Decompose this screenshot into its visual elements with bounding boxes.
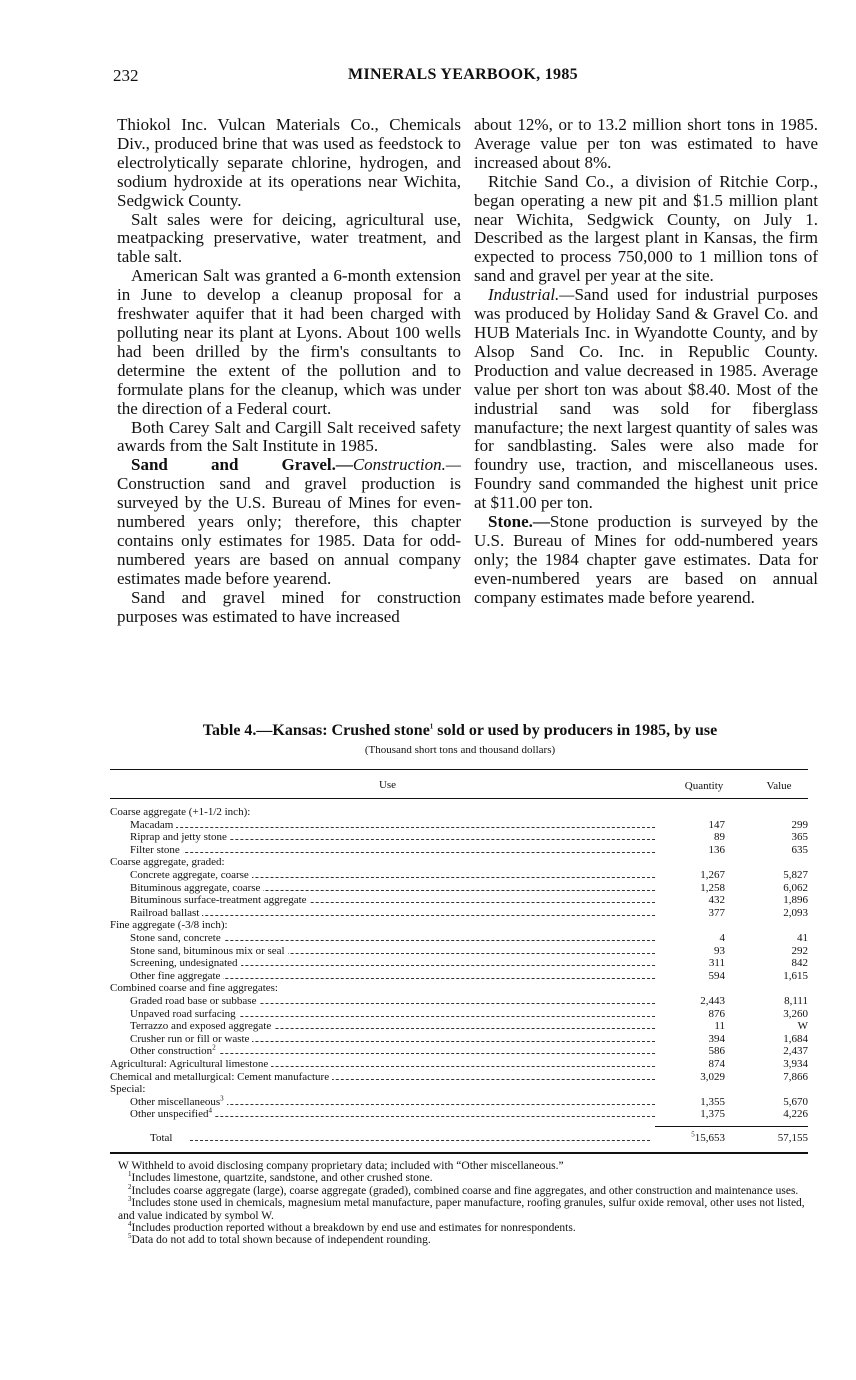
paragraph-ritchie: Ritchie Sand Co., a division of Ritchie Corp., began operating a new pit and $1.5 million plant near Wichita, Sedgwick County, on July 1. Described as the largest plant in Kansas, the firm expected to process 750,000 to 1 million tons of sand and gravel per year at the site. <box>474 171 818 286</box>
table-header-rule <box>110 798 808 799</box>
column-header-quantity: Quantity <box>684 780 724 792</box>
row-label: Concrete aggregate, coarse <box>130 869 252 881</box>
quantity-cell: 1,375 <box>700 1108 725 1121</box>
dot-leader <box>140 852 655 853</box>
table-bottom-rule <box>110 1152 808 1154</box>
table-row <box>110 907 808 919</box>
row-label: Other unspecified$^4$ <box>130 1108 215 1120</box>
column-header-value: Value <box>766 780 792 792</box>
table-subtitle: (Thousand short tons and thousand dollars) <box>364 744 556 756</box>
quantity-cell: 136 <box>708 843 725 856</box>
table-row <box>110 869 808 881</box>
table-row <box>110 970 808 982</box>
value-cell: 1,615 <box>783 969 808 982</box>
quantity-cell: 89 <box>714 831 725 844</box>
paragraph-safety-awards: Both Carey Salt and Cargill Salt received safety awards from the Salt Institute in 1985. <box>117 417 461 456</box>
table-top-rule <box>110 769 808 770</box>
table-row <box>110 819 808 831</box>
quantity-cell: 3,029 <box>700 1070 725 1083</box>
table-row <box>110 932 808 944</box>
value-cell: 1,896 <box>783 894 808 907</box>
quantity-cell: 594 <box>708 969 725 982</box>
paragraph-thiokol: Thiokol Inc. Vulcan Materials Co., Chemicals Div., produced brine that was used as feedstock to electrolytically separate chlorine, hydrogen, and sodium hydroxide at its operations near Wichita, Sedgwick County. <box>117 115 461 210</box>
table-row <box>110 1045 808 1057</box>
table-title: Table 4.—Kansas: Crushed stone$^1$ sold or used by producers in 1985, by use <box>202 722 718 739</box>
quantity-cell: 432 <box>708 894 725 907</box>
footnote-1: $^1$Includes limestone, quartzite, sandstone, and other crushed stone. <box>128 1170 433 1185</box>
row-label: Unpaved road surfacing <box>130 1008 239 1020</box>
row-label: Filter stone <box>130 844 183 856</box>
table-row <box>110 894 808 906</box>
crushed-stone-table <box>110 722 810 1144</box>
row-label: Macadam <box>130 819 176 831</box>
quantity-cell: 586 <box>708 1045 725 1058</box>
row-label: Bituminous aggregate, coarse <box>130 882 263 894</box>
footnote-4: $^4$Includes production reported without a breakdown by end use and estimates for nonrespondents. <box>128 1220 576 1235</box>
quantity-cell: 93 <box>714 944 725 957</box>
footnote-5: $^5$Data do not add to total shown because of independent rounding. <box>128 1232 431 1247</box>
table-row <box>110 945 808 957</box>
row-label: Fine aggregate (-3/8 inch): <box>110 919 231 931</box>
total-rule <box>655 1126 808 1127</box>
table-row <box>110 831 808 843</box>
value-cell: 635 <box>791 843 808 856</box>
table-row-total <box>110 1132 808 1144</box>
value-cell: 5,827 <box>783 869 808 881</box>
value-cell: 3,260 <box>783 1007 808 1020</box>
quantity-cell: 4 <box>719 932 725 944</box>
table-row <box>110 1071 808 1083</box>
quantity-cell: 1,355 <box>700 1095 725 1108</box>
quantity-cell: 874 <box>708 1058 725 1070</box>
value-cell: 7,866 <box>783 1070 808 1083</box>
row-label: Stone sand, concrete <box>130 932 224 944</box>
value-cell: W <box>797 1020 808 1033</box>
value-cell: 1,684 <box>783 1032 808 1045</box>
paragraph-construction-mined: Sand and gravel mined for construction purposes was estimated to have increased <box>117 587 461 626</box>
table-footnotes <box>118 1160 808 1247</box>
value-cell: 4,226 <box>783 1108 808 1121</box>
row-label: Agricultural: Agricultural limestone <box>110 1058 271 1070</box>
table-row <box>110 1083 808 1095</box>
quantity-cell: 311 <box>708 957 725 970</box>
paragraph-sand-and-gravel: Sand and Gravel.—Construction.—Construction sand and gravel production is surveyed by the U.S. Bureau of Mines for even-numbered years only; therefore, this chapter contains only estimates for 1985. Data for odd-numbered years are based on annual company estimates made before yearend. <box>117 455 461 588</box>
quantity-cell: 11 <box>714 1020 725 1033</box>
row-label: Crusher run or fill or waste <box>130 1033 252 1045</box>
dot-leader <box>140 827 655 828</box>
row-label: Riprap and jetty stone <box>130 831 230 843</box>
total-label: Total <box>150 1132 175 1144</box>
table-row <box>110 919 808 931</box>
row-label: Stone sand, bituminous mix or seal <box>130 945 288 957</box>
row-label: Bituminous surface-treatment aggregate <box>130 894 310 906</box>
running-title: MINERALS YEARBOOK, 1985 <box>348 66 578 83</box>
table-row <box>110 806 808 818</box>
table-row <box>110 1020 808 1032</box>
value-cell: 5,670 <box>783 1095 808 1108</box>
table-row <box>110 844 808 856</box>
paragraph-salt-sales: Salt sales were for deicing, agricultural use, meatpacking preservative, water treatment, and table salt. <box>117 209 461 267</box>
dot-leader <box>140 915 655 916</box>
page-number: 232 <box>113 66 139 85</box>
row-label: Special: <box>110 1083 148 1095</box>
page-header <box>113 66 813 90</box>
row-label: Other construction$^2$ <box>130 1045 219 1057</box>
footnote-2: $^2$Includes coarse aggregate (large), coarse aggregate (graded), combined coarse and fine aggregates, and other construction and maintenance uses. <box>128 1182 799 1197</box>
paragraph-stone: Stone.—Stone production is surveyed by the U.S. Bureau of Mines for odd-numbered years only; the 1984 chapter gave estimates. Data for even-numbered years are based on annual company estimates made before yearend. <box>474 512 818 607</box>
section-heading-stone: Stone.— <box>488 512 550 532</box>
value-cell: 299 <box>791 818 808 831</box>
value-cell: 6,062 <box>783 881 808 894</box>
table-row <box>110 957 808 969</box>
dot-leader <box>190 1140 650 1141</box>
quantity-cell: 394 <box>708 1032 725 1045</box>
subheading-industrial: Industrial.— <box>488 285 575 305</box>
quantity-cell: 876 <box>708 1007 725 1020</box>
quantity-cell: 1,258 <box>700 881 725 894</box>
paragraph-increase: about 12%, or to 13.2 million short tons in 1985. Average value per ton was estimated to have increased about 8%. <box>474 115 818 172</box>
row-label: Coarse aggregate, graded: <box>110 856 228 868</box>
table-header <box>110 776 808 798</box>
footnote-3: $^3$Includes stone used in chemicals, magnesium metal manufacture, paper manufacture, roofing granules, sulfur oxide removal, other uses not listed, and value indicated by symbol W. <box>118 1195 805 1222</box>
table-row <box>110 982 808 994</box>
subheading-construction: Construction.— <box>352 455 461 475</box>
paragraph-american-salt: American Salt was granted a 6-month extension in June to develop a cleanup proposal for a freshwater aquifer that it had been charged with polluting near its plant at Lyons. About 100 wells had been drilled by the firm's consultants to determine the extent of the pollution and to formulate plans for the cleanup, which was under the direction of a Federal court. <box>117 266 461 418</box>
quantity-cell: 377 <box>708 906 725 919</box>
column-header-use: Use <box>378 779 397 791</box>
value-cell: 365 <box>791 831 808 844</box>
table-row <box>110 1096 808 1108</box>
total-value: 57,155 <box>777 1132 808 1144</box>
value-cell: 41 <box>797 932 808 944</box>
quantity-cell: 1,267 <box>700 869 725 881</box>
quantity-cell: 147 <box>708 818 725 831</box>
table-row <box>110 882 808 894</box>
row-label: Other fine aggregate <box>130 970 223 982</box>
table-row <box>110 1058 808 1070</box>
table-row <box>110 1008 808 1020</box>
table-row <box>110 995 808 1007</box>
row-label: Coarse aggregate (+1-1/2 inch): <box>110 806 253 818</box>
value-cell: 2,093 <box>783 906 808 919</box>
row-label: Screening, undesignated <box>130 957 241 969</box>
right-column <box>474 116 818 608</box>
row-label: Other miscellaneous$^3$ <box>130 1096 227 1108</box>
table-row <box>110 1108 808 1120</box>
value-cell: 3,934 <box>783 1058 808 1070</box>
value-cell: 2,437 <box>783 1045 808 1058</box>
value-cell: 8,111 <box>784 995 808 1007</box>
total-quantity: $^5$15,653 <box>691 1130 725 1144</box>
dot-leader <box>140 1116 655 1117</box>
left-column <box>117 116 461 626</box>
value-cell: 842 <box>791 957 808 970</box>
table-row <box>110 856 808 868</box>
row-label: Graded road base or subbase <box>130 995 259 1007</box>
row-label: Terrazzo and exposed aggregate <box>130 1020 274 1032</box>
paragraph-industrial: Industrial.—Sand used for industrial purposes was produced by Holiday Sand & Gravel Co. and HUB Materials Inc. in Wyandotte County, and by Alsop Sand Co. Inc. in Republic County. Production and value decreased in 1985. Average value per short ton was about $8.40. Most of the industrial sand was sold for fiberglass manufacture; the next largest quantity of sales was for sandblasting. Sales were also made for foundry use, traction, and miscellaneous uses. Foundry sand commanded the highest unit price at $11.00 per ton. <box>474 285 818 513</box>
value-cell: 292 <box>791 944 808 957</box>
row-label: Chemical and metallurgical: Cement manufacture <box>110 1071 332 1083</box>
row-label: Combined coarse and fine aggregates: <box>110 982 281 994</box>
section-heading-sand-gravel: Sand and Gravel.— <box>131 455 353 475</box>
footnote-w: W Withheld to avoid disclosing company proprietary data; included with “Other miscellaneous.” <box>118 1160 564 1172</box>
row-label: Railroad ballast <box>130 907 202 919</box>
quantity-cell: 2,443 <box>700 995 725 1007</box>
